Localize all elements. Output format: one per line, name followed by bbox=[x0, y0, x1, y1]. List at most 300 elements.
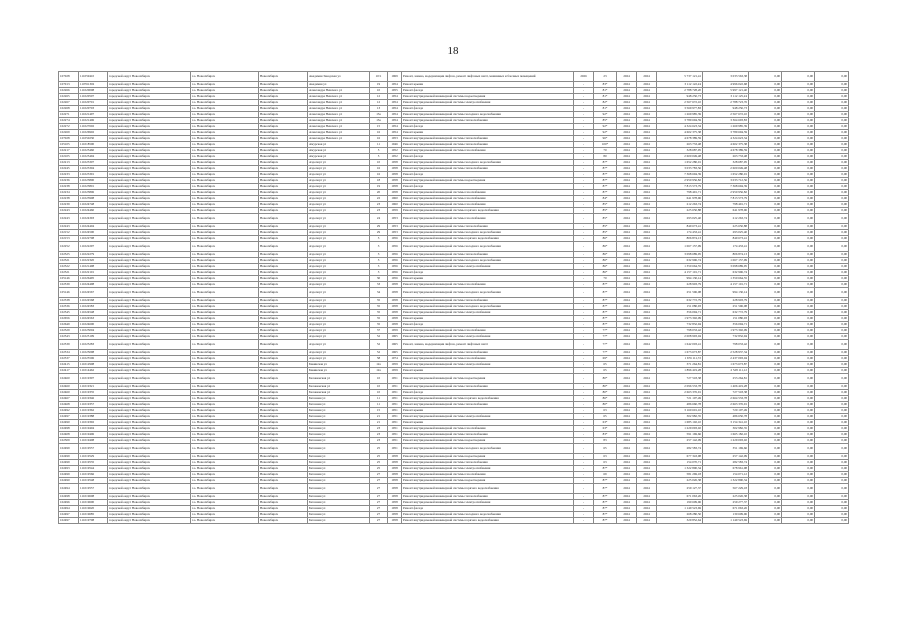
municipality-cell: городской округ Новосибирск bbox=[108, 136, 191, 142]
wear-percent-cell: 85* bbox=[594, 224, 617, 230]
house-code-cell: 111019335 bbox=[79, 390, 108, 396]
owner-funds-cell: 0,00 bbox=[815, 270, 849, 276]
cost-total-cell: 671 063,26 bbox=[657, 494, 703, 500]
locality-cell: г.о. Новосибирск bbox=[191, 214, 259, 224]
plan-year-end-cell: 2024 bbox=[637, 494, 657, 500]
build-year-cell: 1958 bbox=[388, 484, 402, 494]
table-row bbox=[59, 214, 849, 224]
city-cell: Новосибирск bbox=[259, 72, 308, 82]
municipality-cell: городской округ Новосибирск bbox=[108, 390, 191, 396]
cost-fund-cell: 130 609,96 bbox=[703, 512, 749, 518]
city-cell: Новосибирск bbox=[259, 264, 308, 270]
city-cell: Новосибирск bbox=[259, 402, 308, 408]
record-id-cell: 102543 bbox=[59, 334, 79, 340]
owner-funds-cell: 0,00 bbox=[815, 402, 849, 408]
owner-funds-cell: 0,00 bbox=[815, 368, 849, 374]
regional-funds-cell: 0,00 bbox=[749, 472, 782, 478]
cost-total-cell: 151 080,93 bbox=[657, 304, 703, 310]
city-cell: Новосибирск bbox=[259, 166, 308, 172]
city-cell: Новосибирск bbox=[259, 142, 308, 148]
locality-cell: г.о. Новосибирск bbox=[191, 512, 259, 518]
plan-year-start-cell: 2024 bbox=[617, 310, 637, 316]
city-cell: Новосибирск bbox=[259, 362, 308, 368]
plan-year-start-cell: 2024 bbox=[617, 460, 637, 466]
cost-total-cell: 1 229 093,02 bbox=[657, 426, 703, 432]
house-number-cell: 35 bbox=[370, 322, 388, 328]
plan-year-end-cell: 2024 bbox=[637, 478, 657, 484]
plan-year-end-cell: 2024 bbox=[637, 408, 657, 414]
regional-funds-cell: 0,00 bbox=[749, 374, 782, 384]
stage-cell: - bbox=[574, 390, 594, 396]
wear-percent-cell: 83 bbox=[594, 438, 617, 444]
owner-funds-cell: 0,00 bbox=[815, 460, 849, 466]
build-year-cell: 1954 bbox=[388, 106, 402, 112]
locality-cell: г.о. Новосибирск bbox=[191, 402, 259, 408]
plan-year-start-cell: 2024 bbox=[617, 512, 637, 518]
plan-year-start-cell: 2024 bbox=[617, 282, 637, 288]
build-year-cell: 1952 bbox=[388, 154, 402, 160]
plan-year-end-cell: 2024 bbox=[637, 466, 657, 472]
street-cell: Бетонная ул bbox=[308, 460, 370, 466]
wear-percent-cell: 87* bbox=[594, 282, 617, 288]
cost-fund-cell: 225 026,38 bbox=[703, 494, 749, 500]
stage-cell: - bbox=[574, 178, 594, 184]
house-number-cell: 21 bbox=[370, 420, 388, 426]
plan-year-start-cell: 2024 bbox=[617, 242, 637, 252]
plan-year-start-cell: 2024 bbox=[617, 374, 637, 384]
house-code-cell: 111025283 bbox=[79, 340, 108, 350]
build-year-cell: 1958 bbox=[388, 178, 402, 184]
owner-funds-cell: 0,00 bbox=[815, 356, 849, 362]
street-cell: Бетонная ул bbox=[308, 444, 370, 454]
record-id-cell: 102243 bbox=[59, 214, 79, 224]
stage-cell: - bbox=[574, 224, 594, 230]
cost-fund-cell: 257 142,09 bbox=[703, 454, 749, 460]
record-id-cell: 102269 bbox=[59, 130, 79, 136]
wear-percent-cell: 87* bbox=[594, 518, 617, 524]
build-year-cell: 1969 bbox=[388, 72, 402, 82]
house-number-cell: 35 bbox=[370, 310, 388, 316]
house-number-cell: 3 bbox=[370, 252, 388, 258]
house-number-cell: 25 bbox=[370, 444, 388, 454]
house-number-cell: 27 bbox=[370, 472, 388, 478]
plan-year-start-cell: 2024 bbox=[617, 384, 637, 390]
local-funds-cell: 0,00 bbox=[782, 136, 815, 142]
city-cell: Новосибирск bbox=[259, 178, 308, 184]
wear-percent-cell: 65 bbox=[594, 414, 617, 420]
cost-fund-cell: 4 678 389,59 bbox=[703, 148, 749, 154]
plan-year-end-cell: 2024 bbox=[637, 112, 657, 118]
cost-total-cell: 806 874,13 bbox=[657, 236, 703, 242]
house-number-cell: 11 bbox=[370, 402, 388, 408]
city-cell: Новосибирск bbox=[259, 276, 308, 282]
record-id-cell: 102649 bbox=[59, 322, 79, 328]
build-year-cell: 1951 bbox=[388, 374, 402, 384]
regional-funds-cell: 0,00 bbox=[749, 94, 782, 100]
wear-percent-cell: 81* bbox=[594, 94, 617, 100]
city-cell: Новосибирск bbox=[259, 270, 308, 276]
stage-cell: - bbox=[574, 124, 594, 130]
cost-fund-cell: 1 269 985,39 bbox=[703, 124, 749, 130]
record-id-cell: 102539 bbox=[59, 340, 79, 350]
street-cell: Аэропорт ул bbox=[308, 270, 370, 276]
cost-total-cell: 329 852,64 bbox=[657, 518, 703, 524]
owner-funds-cell: 0,00 bbox=[815, 298, 849, 304]
local-funds-cell: 0,00 bbox=[782, 310, 815, 316]
work-type-cell: Ремонт внутридомовой инженерной системы холодного водоснабжения bbox=[402, 258, 574, 264]
owner-funds-cell: 0,00 bbox=[815, 466, 849, 472]
work-type-cell: Ремонт внутридомовой инженерной системы электроснабжения bbox=[402, 466, 574, 472]
street-cell: Бетонная ул bbox=[308, 466, 370, 472]
street-cell: Бетонная ул bbox=[308, 506, 370, 512]
local-funds-cell: 0,00 bbox=[782, 166, 815, 172]
local-funds-cell: 0,00 bbox=[782, 340, 815, 350]
regional-funds-cell: 0,00 bbox=[749, 130, 782, 136]
house-number-cell: 3 bbox=[370, 258, 388, 264]
record-id-cell: 102521 bbox=[59, 270, 79, 276]
municipality-cell: городской округ Новосибирск bbox=[108, 460, 191, 466]
build-year-cell: 1952 bbox=[388, 148, 402, 154]
plan-year-start-cell: 2024 bbox=[617, 518, 637, 524]
house-number-cell: 18 bbox=[370, 178, 388, 184]
owner-funds-cell: 0,00 bbox=[815, 106, 849, 112]
house-code-cell: 111023908 bbox=[79, 196, 108, 202]
street-cell: Аэропорт ул bbox=[308, 224, 370, 230]
regional-funds-cell: 0,00 bbox=[749, 148, 782, 154]
local-funds-cell: 0,00 bbox=[782, 408, 815, 414]
cost-total-cell: 798 033,42 bbox=[657, 328, 703, 334]
municipality-cell: городской округ Новосибирск bbox=[108, 236, 191, 242]
record-id-cell: 102494 bbox=[59, 484, 79, 494]
owner-funds-cell: 0,00 bbox=[815, 512, 849, 518]
locality-cell: г.о. Новосибирск bbox=[191, 362, 259, 368]
cost-total-cell: 1 973 302,09 bbox=[657, 316, 703, 322]
locality-cell: г.о. Новосибирск bbox=[191, 432, 259, 438]
plan-year-start-cell: 2024 bbox=[617, 426, 637, 432]
regional-funds-cell: 0,00 bbox=[749, 454, 782, 460]
city-cell: Новосибирск bbox=[259, 298, 308, 304]
record-id-cell: 102271 bbox=[59, 112, 79, 118]
owner-funds-cell: 0,00 bbox=[815, 350, 849, 356]
wear-percent-cell: 23 bbox=[594, 72, 617, 82]
municipality-cell: городской округ Новосибирск bbox=[108, 298, 191, 304]
house-code-cell: 111024498 bbox=[79, 282, 108, 288]
plan-year-end-cell: 2024 bbox=[637, 166, 657, 172]
regional-funds-cell: 0,00 bbox=[749, 350, 782, 356]
wear-percent-cell: 85* bbox=[594, 230, 617, 236]
house-code-cell: 111019557 bbox=[79, 484, 108, 494]
work-type-cell: Ремонт фасада bbox=[402, 124, 574, 130]
local-funds-cell: 0,00 bbox=[782, 396, 815, 402]
plan-year-start-cell: 2024 bbox=[617, 160, 637, 166]
local-funds-cell: 0,00 bbox=[782, 390, 815, 396]
street-cell: Аэропорт ул bbox=[308, 184, 370, 190]
house-number-cell: 10 bbox=[370, 88, 388, 94]
work-type-cell: Ремонт фасада bbox=[402, 390, 574, 396]
plan-year-end-cell: 2024 bbox=[637, 368, 657, 374]
plan-year-end-cell: 2024 bbox=[637, 124, 657, 130]
stage-cell: - bbox=[574, 362, 594, 368]
record-id-cell: 102521 bbox=[59, 258, 79, 264]
work-type-cell: Ремонт фасада bbox=[402, 154, 574, 160]
record-id-cell: 102497 bbox=[59, 414, 79, 420]
owner-funds-cell: 0,00 bbox=[815, 252, 849, 258]
plan-year-start-cell: 2024 bbox=[617, 494, 637, 500]
cost-total-cell: 259 127,37 bbox=[657, 484, 703, 494]
stage-cell: - bbox=[574, 160, 594, 166]
stage-cell: - bbox=[574, 130, 594, 136]
plan-year-start-cell: 2024 bbox=[617, 304, 637, 310]
house-number-cell: 5 bbox=[370, 154, 388, 160]
house-number-cell: 10 bbox=[370, 384, 388, 390]
house-number-cell: 3 bbox=[370, 270, 388, 276]
cost-fund-cell: 3 154 341,10 bbox=[703, 420, 749, 426]
city-cell: Новосибирск bbox=[259, 106, 308, 112]
city-cell: Новосибирск bbox=[259, 316, 308, 322]
locality-cell: г.о. Новосибирск bbox=[191, 374, 259, 384]
plan-year-start-cell: 2024 bbox=[617, 472, 637, 478]
regional-funds-cell: 0,00 bbox=[749, 196, 782, 202]
build-year-cell: 1951 bbox=[388, 402, 402, 408]
wear-percent-cell: 77* bbox=[594, 334, 617, 340]
work-type-cell: Ремонт внутридомовой инженерной системы водоотведения bbox=[402, 178, 574, 184]
owner-funds-cell: 0,00 bbox=[815, 172, 849, 178]
build-year-cell: 1954 bbox=[388, 100, 402, 106]
build-year-cell: 1958 bbox=[388, 166, 402, 172]
work-type-cell: Ремонт крыши bbox=[402, 130, 574, 136]
plan-year-end-cell: 2024 bbox=[637, 500, 657, 506]
plan-year-end-cell: 2024 bbox=[637, 362, 657, 368]
work-type-cell: Ремонт внутридомовой инженерной системы теплоснабжения bbox=[402, 136, 574, 142]
cost-total-cell: 282 583,74 bbox=[657, 444, 703, 454]
local-funds-cell: 0,00 bbox=[782, 420, 815, 426]
record-id-cell: 102153 bbox=[59, 236, 79, 242]
house-number-cell: 27 bbox=[370, 478, 388, 484]
city-cell: Новосибирск bbox=[259, 328, 308, 334]
street-cell: Бетонная ул bbox=[308, 518, 370, 524]
city-cell: Новосибирск bbox=[259, 438, 308, 444]
stage-cell: - bbox=[574, 432, 594, 438]
street-cell: Аэропорт ул bbox=[308, 190, 370, 196]
local-funds-cell: 0,00 bbox=[782, 142, 815, 148]
cost-total-cell: 3 098 689,95 bbox=[657, 252, 703, 258]
house-number-cell: 52 bbox=[370, 350, 388, 356]
city-cell: Новосибирск bbox=[259, 258, 308, 264]
house-code-cell: 110761302 bbox=[79, 82, 108, 88]
locality-cell: г.о. Новосибирск bbox=[191, 444, 259, 454]
build-year-cell: 1953 bbox=[388, 136, 402, 142]
work-type-cell: Ремонт внутридомовой инженерной системы горячего водоснабжения bbox=[402, 518, 574, 524]
locality-cell: г.о. Новосибирск bbox=[191, 142, 259, 148]
build-year-cell: 1958 bbox=[388, 478, 402, 484]
wear-percent-cell: 84* bbox=[594, 196, 617, 202]
cost-fund-cell: 4 324 623,34 bbox=[703, 136, 749, 142]
street-cell: Аэропорт ул bbox=[308, 340, 370, 350]
cost-fund-cell: 7 368 694,39 bbox=[703, 184, 749, 190]
locality-cell: г.о. Новосибирск bbox=[191, 304, 259, 310]
owner-funds-cell: 0,00 bbox=[815, 328, 849, 334]
cost-fund-cell: 293 025,40 bbox=[703, 230, 749, 236]
regional-funds-cell: 0,00 bbox=[749, 184, 782, 190]
wear-percent-cell: 63* bbox=[594, 420, 617, 426]
municipality-cell: городской округ Новосибирск bbox=[108, 202, 191, 208]
city-cell: Новосибирск bbox=[259, 420, 308, 426]
locality-cell: г.о. Новосибирск bbox=[191, 518, 259, 524]
locality-cell: г.о. Новосибирск bbox=[191, 252, 259, 258]
house-code-cell: 111022708 bbox=[79, 236, 108, 242]
plan-year-end-cell: 2024 bbox=[637, 432, 657, 438]
owner-funds-cell: 0,00 bbox=[815, 208, 849, 214]
work-type-cell: Ремонт внутридомовой инженерной системы теплоснабжения bbox=[402, 460, 574, 466]
local-funds-cell: 0,00 bbox=[782, 242, 815, 252]
record-id-cell: 102238 bbox=[59, 196, 79, 202]
work-type-cell: Ремонт внутридомовой инженерной системы холодного водоснабжения bbox=[402, 304, 574, 310]
record-id-cell: 102529 bbox=[59, 328, 79, 334]
record-id-cell: 102265 bbox=[59, 94, 79, 100]
owner-funds-cell: 0,00 bbox=[815, 184, 849, 190]
owner-funds-cell: 0,00 bbox=[815, 100, 849, 106]
wear-percent-cell: 65 bbox=[594, 362, 617, 368]
cost-total-cell: 2 096 533,78 bbox=[657, 384, 703, 390]
cost-total-cell: 632 772,79 bbox=[657, 298, 703, 304]
owner-funds-cell: 0,00 bbox=[815, 94, 849, 100]
stage-cell: - bbox=[574, 136, 594, 142]
cost-fund-cell: 632 996,74 bbox=[703, 270, 749, 276]
street-cell: Аэропорт ул bbox=[308, 208, 370, 214]
work-type-cell: Ремонт крыши bbox=[402, 276, 574, 282]
house-code-cell: 111025506 bbox=[79, 356, 108, 362]
wear-percent-cell: 86* bbox=[594, 252, 617, 258]
city-cell: Новосибирск bbox=[259, 124, 308, 130]
record-id-cell: 102272 bbox=[59, 124, 79, 130]
local-funds-cell: 0,00 bbox=[782, 350, 815, 356]
plan-year-end-cell: 2024 bbox=[637, 94, 657, 100]
city-cell: Новосибирск bbox=[259, 230, 308, 236]
plan-year-start-cell: 2024 bbox=[617, 154, 637, 160]
local-funds-cell: 0,00 bbox=[782, 512, 815, 518]
cost-total-cell: 2 600 049,48 bbox=[657, 154, 703, 160]
plan-year-start-cell: 2024 bbox=[617, 408, 637, 414]
cost-total-cell: 1 896 419,28 bbox=[657, 368, 703, 374]
locality-cell: г.о. Новосибирск bbox=[191, 328, 259, 334]
house-code-cell: 111022101 bbox=[79, 270, 108, 276]
plan-year-end-cell: 2024 bbox=[637, 396, 657, 402]
local-funds-cell: 0,00 bbox=[782, 362, 815, 368]
municipality-cell: городской округ Новосибирск bbox=[108, 414, 191, 420]
owner-funds-cell: 0,00 bbox=[815, 148, 849, 154]
house-number-cell: 16 bbox=[370, 136, 388, 142]
local-funds-cell: 0,00 bbox=[782, 160, 815, 166]
city-cell: Новосибирск bbox=[259, 184, 308, 190]
work-type-cell: Ремонт внутридомовой инженерной системы газоснабжения bbox=[402, 190, 574, 196]
plan-year-end-cell: 2024 bbox=[637, 414, 657, 420]
build-year-cell: 1958 bbox=[388, 512, 402, 518]
cost-fund-cell: 948 250,73 bbox=[703, 106, 749, 112]
house-number-cell: 12а bbox=[370, 362, 388, 368]
locality-cell: г.о. Новосибирск bbox=[191, 82, 259, 88]
plan-year-end-cell: 2024 bbox=[637, 118, 657, 124]
house-number-cell: 29 bbox=[370, 224, 388, 230]
cost-fund-cell: 3 364 693,83 bbox=[703, 118, 749, 124]
house-code-cell: 111023800 bbox=[79, 178, 108, 184]
city-cell: Новосибирск bbox=[259, 518, 308, 524]
municipality-cell: городской округ Новосибирск bbox=[108, 196, 191, 202]
record-id-cell: 102536 bbox=[59, 304, 79, 310]
city-cell: Новосибирск bbox=[259, 154, 308, 160]
local-funds-cell: 0,00 bbox=[782, 298, 815, 304]
local-funds-cell: 0,00 bbox=[782, 426, 815, 432]
city-cell: Новосибирск bbox=[259, 118, 308, 124]
owner-funds-cell: 0,00 bbox=[815, 160, 849, 166]
regional-funds-cell: 0,00 bbox=[749, 230, 782, 236]
owner-funds-cell: 0,00 bbox=[815, 82, 849, 88]
local-funds-cell: 0,00 bbox=[782, 178, 815, 184]
wear-percent-cell: 87* bbox=[594, 500, 617, 506]
house-number-cell: 10 bbox=[370, 390, 388, 396]
build-year-cell: 1954 bbox=[388, 94, 402, 100]
regional-funds-cell: 0,00 bbox=[749, 328, 782, 334]
stage-cell: - bbox=[574, 100, 594, 106]
stage-cell: 2026 bbox=[574, 72, 594, 82]
house-code-cell: 111021498 bbox=[79, 264, 108, 270]
regional-funds-cell: 0,00 bbox=[749, 242, 782, 252]
regional-funds-cell: 0,00 bbox=[749, 202, 782, 208]
owner-funds-cell: 0,00 bbox=[815, 340, 849, 350]
record-id-cell: 102213 bbox=[59, 160, 79, 166]
local-funds-cell: 0,00 bbox=[782, 288, 815, 298]
record-id-cell: 102243 bbox=[59, 224, 79, 230]
plan-year-end-cell: 2024 bbox=[637, 282, 657, 288]
table-row bbox=[59, 518, 849, 524]
house-code-cell: 111026902 bbox=[79, 130, 108, 136]
record-id-cell: 102490 bbox=[59, 420, 79, 426]
stage-cell: - bbox=[574, 328, 594, 334]
plan-year-end-cell: 2024 bbox=[637, 438, 657, 444]
cost-total-cell: 4 678 389,59 bbox=[657, 136, 703, 142]
cost-total-cell: 1 642 003,41 bbox=[657, 340, 703, 350]
street-cell: Бетонная ул bbox=[308, 472, 370, 478]
build-year-cell: 1954 bbox=[388, 112, 402, 118]
regional-funds-cell: 0,00 bbox=[749, 288, 782, 298]
stage-cell: - bbox=[574, 288, 594, 298]
table-row bbox=[59, 72, 849, 82]
table-body bbox=[59, 72, 849, 524]
wear-percent-cell: 87* bbox=[594, 178, 617, 184]
work-type-cell: Ремонт внутридомовой инженерной системы теплоснабжения bbox=[402, 252, 574, 258]
street-cell: Александра Невского ул bbox=[308, 130, 370, 136]
build-year-cell: 1956 bbox=[388, 236, 402, 242]
stage-cell: - bbox=[574, 298, 594, 304]
locality-cell: г.о. Новосибирск bbox=[191, 288, 259, 298]
work-type-cell: Ремонт внутридомовой инженерной системы теплоснабжения bbox=[402, 142, 574, 148]
table-row bbox=[59, 374, 849, 384]
owner-funds-cell: 0,00 bbox=[815, 494, 849, 500]
wear-percent-cell: 77* bbox=[594, 340, 617, 350]
cost-fund-cell: 3 112 125,24 bbox=[703, 94, 749, 100]
street-cell: Аэропорт ул bbox=[308, 242, 370, 252]
locality-cell: г.о. Новосибирск bbox=[191, 390, 259, 396]
build-year-cell: 1959 bbox=[388, 208, 402, 214]
wear-percent-cell: 70 bbox=[594, 276, 617, 282]
city-cell: Новосибирск bbox=[259, 148, 308, 154]
street-cell: Аэропорт ул bbox=[308, 178, 370, 184]
cost-fund-cell: 1 229 093,02 bbox=[703, 438, 749, 444]
stage-cell: - bbox=[574, 166, 594, 172]
wear-percent-cell: 87* bbox=[594, 316, 617, 322]
locality-cell: г.о. Новосибирск bbox=[191, 298, 259, 304]
local-funds-cell: 0,00 bbox=[782, 112, 815, 118]
regional-funds-cell: 0,00 bbox=[749, 402, 782, 408]
